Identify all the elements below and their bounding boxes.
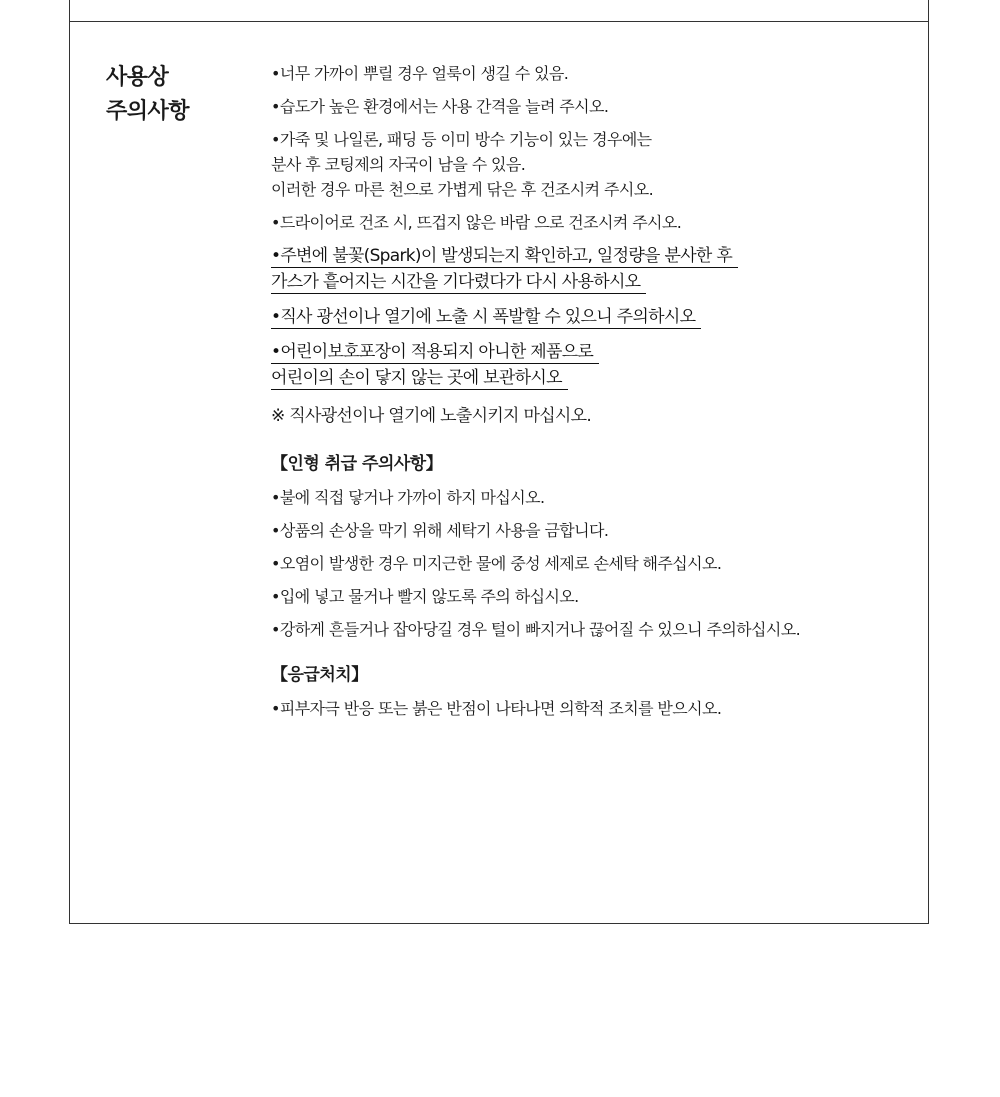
first-aid-item: [271, 696, 911, 721]
caution-text: 분사 후 코팅제의 자국이 남을 수 있음.: [271, 155, 526, 174]
caution-item: [271, 61, 911, 86]
doll-care-title: 【인형 취급 주의사항】: [271, 454, 443, 474]
doll-care-item: [271, 485, 911, 510]
first-aid-section: [271, 662, 911, 721]
doll-care-text: •상품의 손상을 막기 위해 세탁기 사용을 금합니다.: [271, 521, 609, 540]
sunlight-callout: ※ 직사광선이나 열기에 노출시키지 마십시오.: [271, 406, 592, 426]
caution-text: •드라이어로 건조 시, 뜨겁지 않은 바람 으로 건조시켜 주시오.: [271, 213, 682, 232]
doll-care-section: [271, 451, 911, 642]
warning-item: [271, 243, 911, 295]
caution-text: •가죽 및 나일론, 패딩 등 이미 방수 기능이 있는 경우에는: [271, 130, 652, 149]
caution-item: [271, 94, 911, 119]
caution-item: [271, 127, 911, 202]
first-aid-title: 【응급처치】: [271, 665, 368, 685]
doll-care-text: •불에 직접 닿거나 가까이 하지 마십시오.: [271, 488, 545, 507]
top-divider: [70, 21, 928, 22]
caution-text: •너무 가까이 뿌릴 경우 얼룩이 생길 수 있음.: [271, 64, 569, 83]
doll-care-item: [271, 551, 911, 576]
caution-text: •습도가 높은 환경에서는 사용 간격을 늘려 주시오.: [271, 97, 609, 116]
heading-line-1: 사용상: [106, 65, 169, 90]
warning-item: [271, 304, 911, 330]
doll-care-item: [271, 617, 911, 642]
heading-line-2: 주의사항: [106, 99, 190, 124]
doll-care-item: [271, 518, 911, 543]
first-aid-text: •피부자극 반응 또는 붉은 반점이 나타나면 의학적 조치를 받으시오.: [271, 699, 722, 718]
doll-care-text: •강하게 흔들거나 잡아당길 경우 털이 빠지거나 끊어질 수 있으니 주의하십시오.: [271, 620, 801, 639]
doll-care-item: [271, 584, 911, 609]
doll-care-text: •입에 넣고 물거나 빨지 않도록 주의 하십시오.: [271, 587, 579, 606]
warning-text: •직사 광선이나 열기에 노출 시 폭발할 수 있으니 주의하시오: [271, 307, 701, 329]
warning-text: •주변에 불꽃(Spark)이 발생되는지 확인하고, 일정량을 분사한 후: [271, 246, 738, 268]
caution-notice-box: [69, 0, 929, 924]
caution-item: [271, 210, 911, 235]
warning-text: 어린이의 손이 닿지 않는 곳에 보관하시오: [271, 368, 568, 390]
doll-care-text: •오염이 발생한 경우 미지근한 물에 중성 세제로 손세탁 해주십시오.: [271, 554, 722, 573]
caution-content: [271, 61, 911, 741]
warning-text: •어린이보호포장이 적용되지 아니한 제품으로: [271, 342, 599, 364]
caution-text: 이러한 경우 마른 천으로 가볍게 닦은 후 건조시켜 주시오.: [271, 180, 654, 199]
warning-text: 가스가 흩어지는 시간을 기다렸다가 다시 사용하시오: [271, 272, 646, 294]
section-heading: [106, 61, 246, 129]
warning-item: [271, 339, 911, 391]
